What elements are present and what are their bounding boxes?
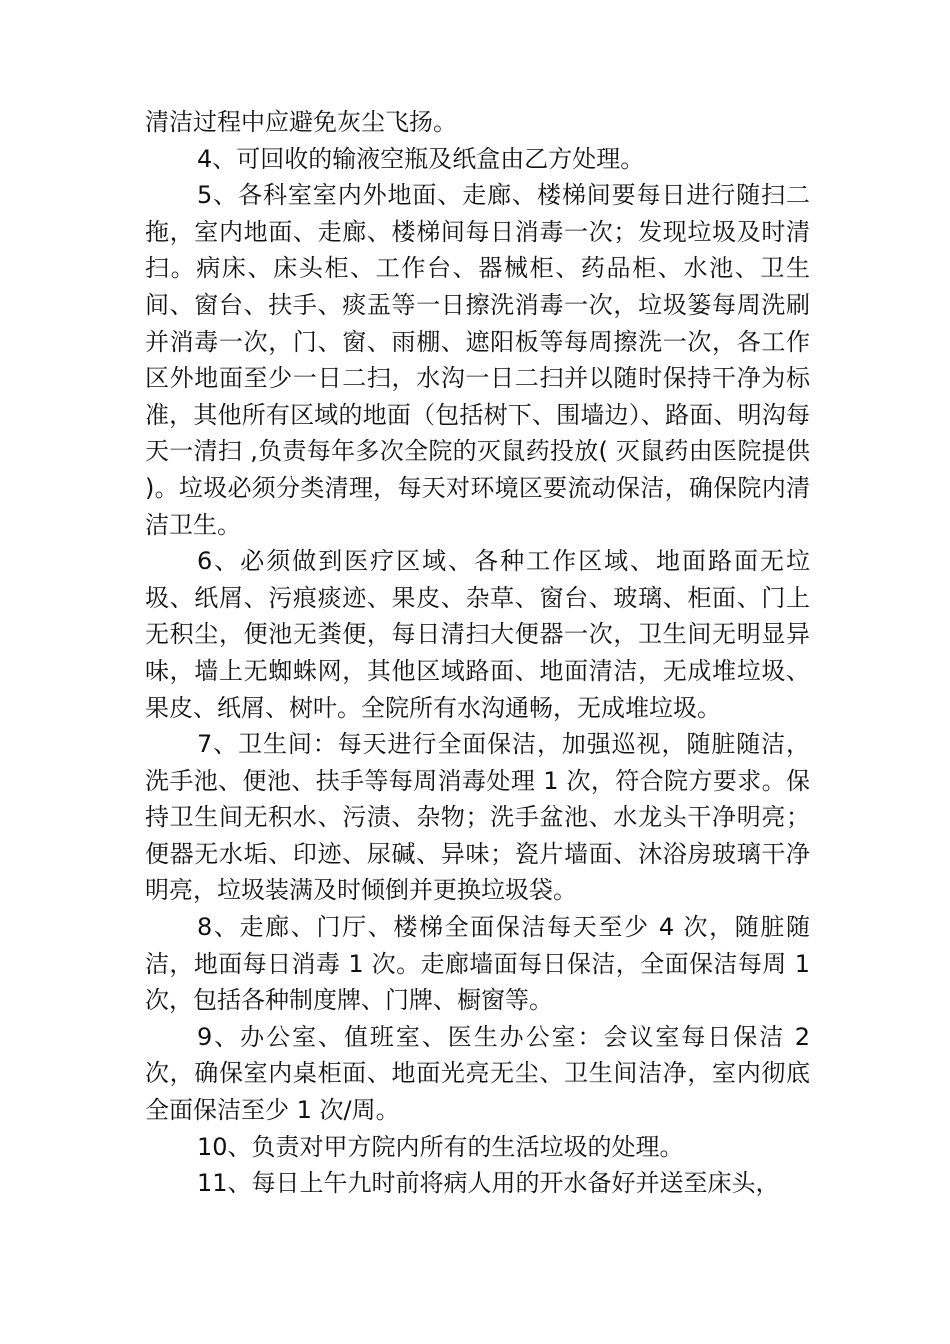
paragraph-item-4: 4、可回收的输液空瓶及纸盒由乙方处理。 [197, 144, 645, 173]
paragraph-item-10: 10、负责对甲方院内所有的生活垃圾的处理。 [197, 1132, 684, 1161]
paragraph-item-11: 11、每日上午九时前将病人用的开水备好并送至床头， [197, 1169, 780, 1198]
paragraph-item-6: 6、必须做到医疗区域、各种工作区域、地面路面无垃圾、纸屑、污痕痰迹、果皮、杂草、窗台、玻璃、柜面、门上无积尘，便池无粪便，每日清扫大便器一次，卫生间无明显异味，墙上无蜘蛛网，其他区域路面、地面清洁，无成堆垃圾、果皮、纸屑、树叶。全院所有水沟通畅，无成堆垃圾。 [145, 547, 810, 722]
paragraph-continuation: 清洁过程中应避免灰尘飞扬。 [145, 108, 457, 136]
paragraph-item-9: 9、办公室、值班室、医生办公室：会议室每日保洁 2 次，确保室内桌柜面、地面光亮无尘、卫生间洁净，室内彻底全面保洁至少 1 次/周。 [145, 1022, 810, 1125]
paragraph-item-8: 8、走廊、门厅、楼梯全面保洁每天至少 4 次，随脏随洁，地面每日消毒 1 次。走廊墙面每日保洁，全面保洁每周 1 次，包括各种制度牌、门牌、橱窗等。 [145, 913, 810, 1015]
document-body [145, 104, 810, 1202]
paragraph-item-7: 7、卫生间：每天进行全面保洁，加强巡视，随脏随洁，洗手池、便池、扶手等每周消毒处理 1 次，符合院方要求。保持卫生间无积水、污渍、杂物；洗手盆池、水龙头干净明亮；便器无水垢、印迹、尿碱、异味；瓷片墙面、沐浴房玻璃干净明亮，垃圾装满及时倾倒并更换垃圾袋。 [145, 730, 810, 905]
paragraph-item-5: 5、各科室室内外地面、走廊、楼梯间要每日进行随扫二拖，室内地面、走廊、楼梯间每日消毒一次；发现垃圾及时清扫。病床、床头柜、工作台、器械柜、药品柜、水池、卫生间、窗台、扶手、痰盂等一日擦洗消毒一次，垃圾篓每周洗刷并消毒一次，门、窗、雨棚、遮阳板等每周擦洗一次，各工作区外地面至少一日二扫，水沟一日二扫并以随时保持干净为标准，其他所有区域的地面（包括树下、围墙边）、路面、明沟每天一清扫 ,负责每年多次全院的灭鼠药投放( 灭鼠药由医院提供 )。垃圾必须分类清理，每天对环境区要流动保洁，确保院内清洁卫生。 [145, 181, 810, 539]
